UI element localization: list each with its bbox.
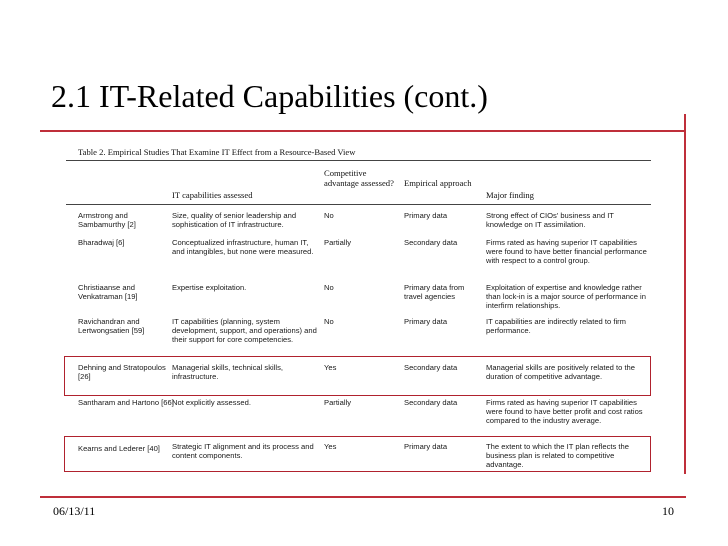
header-finding: Major finding: [486, 190, 534, 200]
highlight-box-dehning: [64, 356, 651, 396]
row-finding: Exploitation of expertise and knowledge rather than lock-in is a major source of performance in interfirm relationships.: [486, 283, 646, 311]
row-study: Kearns and Lederer [40]: [78, 444, 160, 453]
row-advantage: Partially: [324, 398, 352, 407]
row-study: Bharadwaj [6]: [78, 238, 125, 247]
row-study: Ravichandran and Lertwongsatien [59]: [78, 317, 145, 336]
table-caption: Table 2. Empirical Studies That Examine IT Effect from a Resource-Based View: [78, 147, 356, 157]
row-approach: Primary data from travel agencies: [404, 283, 465, 302]
row-approach: Secondary data: [404, 398, 458, 407]
row-capabilities: Managerial skills, technical skills, infrastructure.: [172, 363, 283, 382]
footer-date: 06/13/11: [53, 504, 96, 518]
row-approach: Secondary data: [404, 363, 458, 372]
row-capabilities: Not explicitly assessed.: [172, 398, 251, 407]
page-number: 10: [662, 504, 674, 518]
row-finding: The extent to which the IT plan reflects the business plan is related to competitive advantage.: [486, 442, 629, 470]
row-study: Christiaanse and Venkatraman [19]: [78, 283, 138, 302]
row-approach: Primary data: [404, 211, 448, 220]
row-finding: Managerial skills are positively related to the duration of competitive advantage.: [486, 363, 635, 382]
highlight-box-kearns: [64, 436, 651, 472]
header-capabilities: IT capabilities assessed: [172, 190, 253, 200]
right-accent-line: [684, 114, 686, 474]
row-advantage: Partially: [324, 238, 352, 247]
title-divider: [40, 130, 684, 132]
row-approach: Primary data: [404, 442, 448, 451]
row-approach: Primary data: [404, 317, 448, 326]
row-study: Santharam and Hartono [66]: [78, 398, 174, 407]
row-capabilities: Expertise exploitation.: [172, 283, 247, 292]
row-study: Armstrong and Sambamurthy [2]: [78, 211, 136, 230]
row-advantage: No: [324, 283, 334, 292]
header-bottom-rule: [66, 204, 651, 205]
row-finding: IT capabilities are indirectly related to firm performance.: [486, 317, 626, 336]
row-finding: Strong effect of CIOs' business and IT knowledge on IT assimilation.: [486, 211, 614, 230]
footer-divider: [40, 496, 686, 498]
header-advantage: Competitive advantage assessed?: [324, 168, 394, 188]
slide-title: 2.1 IT-Related Capabilities (cont.): [51, 78, 488, 114]
row-capabilities: Size, quality of senior leadership and sophistication of IT infrastructure.: [172, 211, 297, 230]
header-approach: Empirical approach: [404, 178, 472, 188]
row-finding: Firms rated as having superior IT capabilities were found to have better financial performance with respect to a control group.: [486, 238, 647, 266]
row-study: Dehning and Stratopoulos [26]: [78, 363, 166, 382]
table-top-rule: [66, 160, 651, 161]
row-finding: Firms rated as having superior IT capabilities were found to have better profit and cost ratios compared to the industry average.: [486, 398, 643, 426]
table-image: [62, 140, 652, 478]
row-advantage: Yes: [324, 363, 337, 372]
row-advantage: No: [324, 211, 334, 220]
row-advantage: Yes: [324, 442, 337, 451]
row-capabilities: IT capabilities (planning, system development, support, and operations) and their support for core competencies.: [172, 317, 317, 345]
row-approach: Secondary data: [404, 238, 458, 247]
row-capabilities: Conceptualized infrastructure, human IT, and intangibles, but none were measured.: [172, 238, 314, 257]
row-advantage: No: [324, 317, 334, 326]
row-capabilities: Strategic IT alignment and its process and content components.: [172, 442, 314, 461]
